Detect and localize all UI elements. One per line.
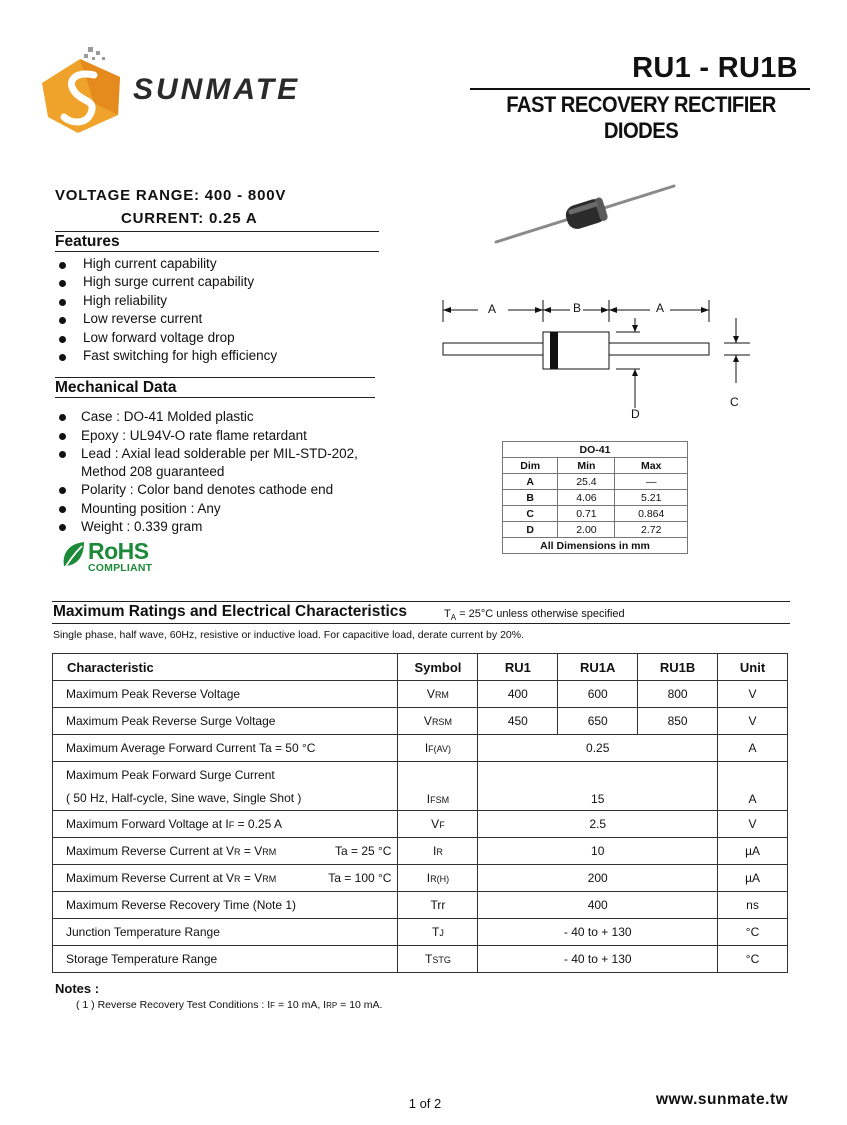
dim-label-b: B <box>573 301 582 315</box>
features-list <box>55 256 385 366</box>
title-rule <box>470 88 810 90</box>
brand-wordmark: SUNMATE <box>133 73 301 106</box>
mechanical-title: Mechanical Data <box>55 379 177 396</box>
table-row: Maximum Forward Voltage at IF = 0.25 A VF 2.5 V <box>53 811 788 838</box>
lead-continuation: Method 208 guaranteed <box>81 463 225 479</box>
dim-label-d: D <box>631 407 640 421</box>
rohs-compliant: COMPLIANT <box>88 562 153 574</box>
list-item: Low reverse current <box>55 311 385 329</box>
dimensions-table <box>502 441 688 554</box>
page-number: 1 of 2 <box>408 1096 442 1111</box>
ratings-top-rule <box>52 601 790 602</box>
mechanical-top-rule <box>55 377 375 378</box>
table-row: B 4.06 5.21 <box>503 490 688 506</box>
list-item: Low forward voltage drop <box>55 330 385 348</box>
table-header-row: Characteristic Symbol RU1 RU1A RU1B Unit <box>53 654 788 681</box>
table-row: Storage Temperature Range TSTG - 40 to + 130 °C <box>53 946 788 973</box>
list-item: Weight : 0.339 gram <box>55 518 395 536</box>
dim-label-a-left: A <box>488 302 497 316</box>
current-rating: CURRENT: 0.25 A <box>121 210 258 227</box>
ratings-bottom-rule <box>52 623 790 624</box>
single-phase-note: Single phase, half wave, 60Hz, resistive or inductive load. For capacitive load, derate current by 20%. <box>53 629 524 641</box>
table-row: D 2.00 2.72 <box>503 522 688 538</box>
rohs-logo: RoHS <box>88 538 149 564</box>
list-item: Epoxy : UL94V-O rate flame retardant <box>55 427 395 445</box>
table-row: A 25.4 — <box>503 474 688 490</box>
list-item: Mounting position : Any <box>55 500 395 518</box>
list-item: Lead : Axial lead solderable per MIL-STD-202, Method 208 guaranteed <box>55 445 395 480</box>
list-item: High surge current capability <box>55 274 385 292</box>
ratings-condition: $T_A = 25^\circ C$ unless otherwise specified <box>444 608 625 623</box>
dim-header: Dim <box>503 458 558 474</box>
product-subtitle: FAST RECOVERY RECTIFIER DIODES <box>506 92 776 143</box>
mechanical-bottom-rule <box>55 397 375 398</box>
dim-label-a-right: A <box>656 301 665 315</box>
logo-mark <box>40 45 135 133</box>
table-row: Maximum Reverse Recovery Time (Note 1) Trr 400 ns <box>53 892 788 919</box>
table-row: Maximum Reverse Current at VR = VRM Ta = 100 °C IR(H) 200 µA <box>53 865 788 892</box>
website-link[interactable]: www.sunmate.tw <box>656 1091 789 1108</box>
diode-image <box>490 180 680 250</box>
dimension-drawing <box>440 298 760 420</box>
dim-label-c: C <box>730 395 739 409</box>
ratings-title: Maximum Ratings and Electrical Characteristics <box>53 603 408 620</box>
mechanical-list <box>55 408 395 537</box>
table-row: Maximum Peak Reverse Surge Voltage VRSM 450 650 850 V <box>53 708 788 735</box>
list-item: High current capability <box>55 256 385 274</box>
dim-header: Min <box>558 458 615 474</box>
voltage-range: VOLTAGE RANGE: 400 - 800V <box>55 187 287 204</box>
table-row: Maximum Peak Forward Surge Current ( 50 Hz, Half-cycle, Sine wave, Single Shot ) IFSM 15 A <box>53 762 788 811</box>
table-row: Maximum Peak Reverse Voltage VRM 400 600 800 V <box>53 681 788 708</box>
table-row: Junction Temperature Range TJ - 40 to + 130 °C <box>53 919 788 946</box>
list-item: High reliability <box>55 293 385 311</box>
dim-table-footer: All Dimensions in mm <box>503 538 688 554</box>
list-item: Case : DO-41 Molded plastic <box>55 408 395 426</box>
rohs-leaf-icon <box>60 540 88 574</box>
table-row: Maximum Average Forward Current Ta = 50 °C IF(AV) 0.25 A <box>53 735 788 762</box>
notes-title: Notes : <box>55 981 100 996</box>
features-top-rule <box>55 231 379 232</box>
dim-table-title: DO-41 <box>503 442 688 458</box>
ratings-table <box>52 653 788 973</box>
list-item: Fast switching for high efficiency <box>55 348 385 366</box>
list-item: Polarity : Color band denotes cathode end <box>55 481 395 499</box>
table-row: Maximum Reverse Current at VR = VRM Ta = 25 °C IR 10 µA <box>53 838 788 865</box>
part-number: RU1 - RU1B <box>632 52 798 84</box>
features-bottom-rule <box>55 251 379 252</box>
dim-header: Max <box>615 458 688 474</box>
note-1: ( 1 ) Reverse Recovery Test Conditions : IF = 10 mA, IRP = 10 mA. <box>76 999 383 1011</box>
features-title: Features <box>55 233 120 250</box>
table-row: C 0.71 0.864 <box>503 506 688 522</box>
